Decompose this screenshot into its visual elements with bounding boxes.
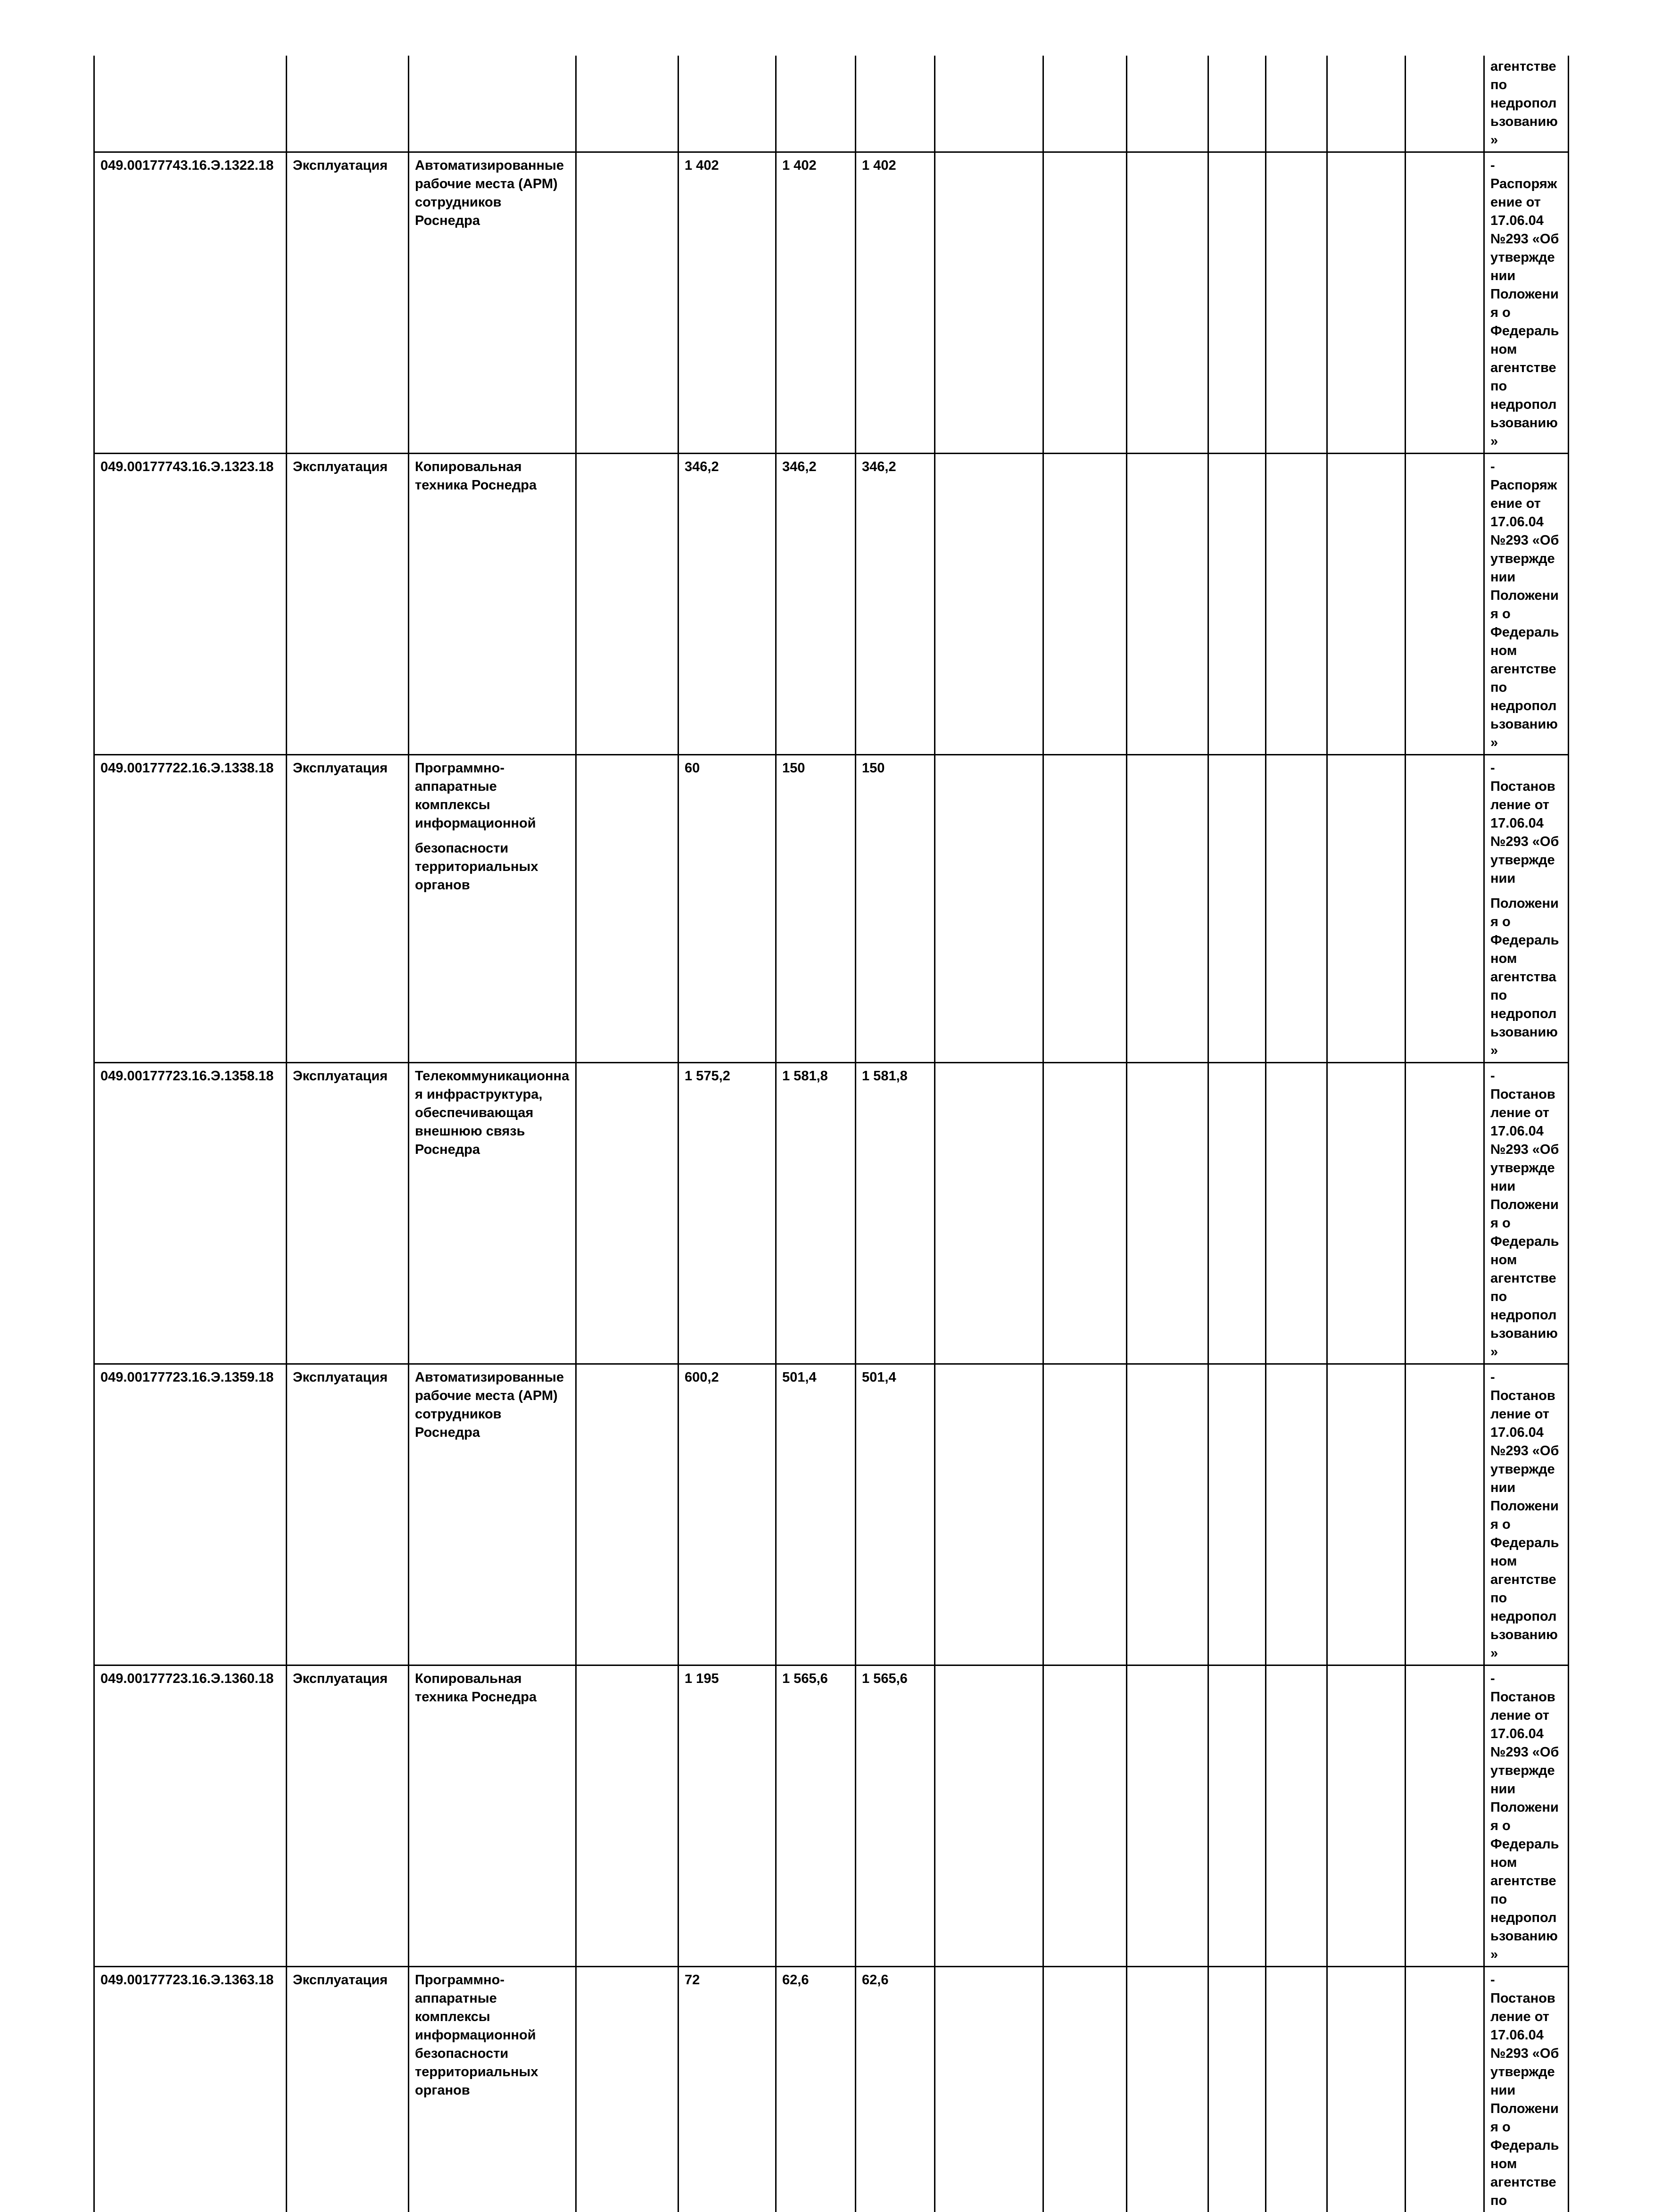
object-cell (409, 1364, 576, 1665)
code-cell: 049.00177743.16.Э.1322.18 (94, 152, 287, 454)
empty-cell (576, 1967, 678, 2212)
legal-basis-cell (1484, 1063, 1569, 1364)
empty-cell (1208, 1967, 1266, 2212)
table-row (94, 454, 1569, 755)
empty-cell (1127, 152, 1208, 454)
empty-cell (1043, 454, 1127, 755)
value-cell-2: 1 565,6 (776, 1665, 856, 1967)
legal-basis-cell (1484, 1665, 1569, 1967)
value-cell-1: 72 (678, 1967, 776, 2212)
legal-basis-cell-text: - Постановление от 17.06.04 №293 «Об утверждении Положения о Федеральном агентстве по недропользованию» (1490, 1067, 1562, 1361)
registry-rows (94, 56, 1569, 2212)
empty-cell (1266, 1967, 1327, 2212)
object-cell (409, 56, 576, 152)
empty-cell (1327, 1665, 1406, 1967)
legal-basis-cell-text: Положения о Федеральном агентства по недропользованию» (1490, 895, 1562, 1060)
empty-cell (1266, 1364, 1327, 1665)
value-cell-2: 346,2 (776, 454, 856, 755)
empty-cell (1208, 152, 1266, 454)
legal-basis-cell-text: - Постановление от 17.06.04 №293 «Об утверждении Положения о Федеральном агентстве по недропользованию» (1490, 1670, 1562, 1964)
empty-cell (1327, 755, 1406, 1063)
object-cell (409, 454, 576, 755)
table-row (94, 1364, 1569, 1665)
empty-cell (935, 454, 1043, 755)
empty-cell (576, 454, 678, 755)
empty-cell (935, 1967, 1043, 2212)
table-row (94, 152, 1569, 454)
empty-cell (1043, 1364, 1127, 1665)
stage-cell: Эксплуатация (287, 1665, 409, 1967)
code-cell: 049.00177722.16.Э.1338.18 (94, 755, 287, 1063)
value-cell-2: 150 (776, 755, 856, 1063)
object-cell (409, 152, 576, 454)
empty-cell (935, 1665, 1043, 1967)
empty-cell (1327, 1364, 1406, 1665)
stage-cell: Эксплуатация (287, 755, 409, 1063)
value-cell-1: 1 575,2 (678, 1063, 776, 1364)
code-cell (94, 56, 287, 152)
value-cell-1: 600,2 (678, 1364, 776, 1665)
empty-cell (1406, 1665, 1484, 1967)
empty-cell (1406, 454, 1484, 755)
empty-cell (1266, 755, 1327, 1063)
empty-cell (935, 56, 1043, 152)
legal-basis-cell (1484, 454, 1569, 755)
empty-cell (576, 1665, 678, 1967)
value-cell-3: 1 402 (856, 152, 935, 454)
value-cell-1 (678, 56, 776, 152)
stage-cell (287, 56, 409, 152)
table-row (94, 1967, 1569, 2212)
empty-cell (1127, 1364, 1208, 1665)
empty-cell (1327, 1063, 1406, 1364)
object-cell-text: Телекоммуникационная инфраструктура, обеспечивающая внешнюю связь Роснедра (415, 1067, 570, 1159)
empty-cell (1043, 152, 1127, 454)
stage-cell: Эксплуатация (287, 1967, 409, 2212)
stage-cell: Эксплуатация (287, 454, 409, 755)
empty-cell (1266, 56, 1327, 152)
value-cell-3: 501,4 (856, 1364, 935, 1665)
empty-cell (1208, 454, 1266, 755)
value-cell-3: 1 565,6 (856, 1665, 935, 1967)
legal-basis-cell (1484, 1364, 1569, 1665)
empty-cell (1406, 755, 1484, 1063)
empty-cell (1327, 152, 1406, 454)
empty-cell (1406, 1063, 1484, 1364)
value-cell-2: 62,6 (776, 1967, 856, 2212)
empty-cell (1127, 1967, 1208, 2212)
value-cell-1: 1 195 (678, 1665, 776, 1967)
empty-cell (1327, 454, 1406, 755)
value-cell-3: 346,2 (856, 454, 935, 755)
empty-cell (1127, 56, 1208, 152)
empty-cell (1043, 56, 1127, 152)
empty-cell (1327, 56, 1406, 152)
object-cell-text: Программно-аппаратные комплексы информационной безопасности территориальных органов (415, 1971, 570, 2100)
empty-cell (935, 152, 1043, 454)
empty-cell (1406, 1364, 1484, 1665)
legal-basis-cell-text: - Постановление от 17.06.04 №293 «Об утверждении (1490, 759, 1562, 888)
object-cell-text: Автоматизированные рабочие места (АРМ) сотрудников Роснедра (415, 1368, 570, 1442)
value-cell-3 (856, 56, 935, 152)
legal-basis-cell (1484, 56, 1569, 152)
legal-basis-cell (1484, 1967, 1569, 2212)
empty-cell (1406, 1967, 1484, 2212)
empty-cell (576, 755, 678, 1063)
value-cell-2: 1 581,8 (776, 1063, 856, 1364)
registry-table (93, 56, 1569, 2212)
table-row (94, 1063, 1569, 1364)
value-cell-2 (776, 56, 856, 152)
empty-cell (1043, 1063, 1127, 1364)
empty-cell (1043, 755, 1127, 1063)
stage-cell: Эксплуатация (287, 1364, 409, 1665)
legal-basis-cell-text: - Распоряжение от 17.06.04 №293 «Об утверждении Положения о Федеральном агентстве по недропользованию» (1490, 458, 1562, 752)
empty-cell (1406, 56, 1484, 152)
empty-cell (1208, 56, 1266, 152)
empty-cell (576, 1364, 678, 1665)
object-cell (409, 755, 576, 1063)
legal-basis-cell-text: агентстве по недропользованию» (1490, 58, 1562, 149)
value-cell-1: 1 402 (678, 152, 776, 454)
code-cell: 049.00177743.16.Э.1323.18 (94, 454, 287, 755)
empty-cell (1208, 1665, 1266, 1967)
empty-cell (1327, 1967, 1406, 2212)
object-cell (409, 1063, 576, 1364)
empty-cell (1043, 1665, 1127, 1967)
empty-cell (576, 56, 678, 152)
value-cell-1: 60 (678, 755, 776, 1063)
value-cell-3: 1 581,8 (856, 1063, 935, 1364)
value-cell-2: 501,4 (776, 1364, 856, 1665)
object-cell (409, 1665, 576, 1967)
code-cell: 049.00177723.16.Э.1363.18 (94, 1967, 287, 2212)
object-cell-text: Программно-аппаратные комплексы информационной (415, 759, 570, 833)
empty-cell (1127, 1063, 1208, 1364)
empty-cell (1266, 454, 1327, 755)
legal-basis-cell-text: - Постановление от 17.06.04 №293 «Об утверждении Положения о Федеральном агентстве по недропользованию» (1490, 1368, 1562, 1663)
table-row (94, 1665, 1569, 1967)
value-cell-3: 150 (856, 755, 935, 1063)
code-cell: 049.00177723.16.Э.1358.18 (94, 1063, 287, 1364)
object-cell-text: Копировальная техника Роснедра (415, 458, 570, 495)
empty-cell (576, 1063, 678, 1364)
legal-basis-cell-text: - Распоряжение от 17.06.04 №293 «Об утверждении Положения о Федеральном агентстве по недропользованию» (1490, 157, 1562, 451)
legal-basis-cell-text: - Постановление от 17.06.04 №293 «Об утверждении Положения о Федеральном агентстве по (1490, 1971, 1562, 2210)
stage-cell: Эксплуатация (287, 152, 409, 454)
table-row (94, 56, 1569, 152)
empty-cell (1043, 1967, 1127, 2212)
object-cell-text: безопасности территориальных органов (415, 839, 570, 895)
code-cell: 049.00177723.16.Э.1359.18 (94, 1364, 287, 1665)
empty-cell (1208, 1063, 1266, 1364)
value-cell-3: 62,6 (856, 1967, 935, 2212)
object-cell-text: Копировальная техника Роснедра (415, 1670, 570, 1707)
table-row (94, 755, 1569, 1063)
object-cell-text: Автоматизированные рабочие места (АРМ) сотрудников Роснедра (415, 157, 570, 230)
empty-cell (1266, 1665, 1327, 1967)
empty-cell (576, 152, 678, 454)
empty-cell (935, 755, 1043, 1063)
empty-cell (935, 1063, 1043, 1364)
empty-cell (1266, 1063, 1327, 1364)
object-cell (409, 1967, 576, 2212)
empty-cell (1266, 152, 1327, 454)
empty-cell (1406, 152, 1484, 454)
value-cell-1: 346,2 (678, 454, 776, 755)
value-cell-2: 1 402 (776, 152, 856, 454)
empty-cell (1127, 454, 1208, 755)
empty-cell (1208, 1364, 1266, 1665)
empty-cell (935, 1364, 1043, 1665)
legal-basis-cell (1484, 755, 1569, 1063)
code-cell: 049.00177723.16.Э.1360.18 (94, 1665, 287, 1967)
empty-cell (1127, 755, 1208, 1063)
legal-basis-cell (1484, 152, 1569, 454)
empty-cell (1208, 755, 1266, 1063)
stage-cell: Эксплуатация (287, 1063, 409, 1364)
empty-cell (1127, 1665, 1208, 1967)
